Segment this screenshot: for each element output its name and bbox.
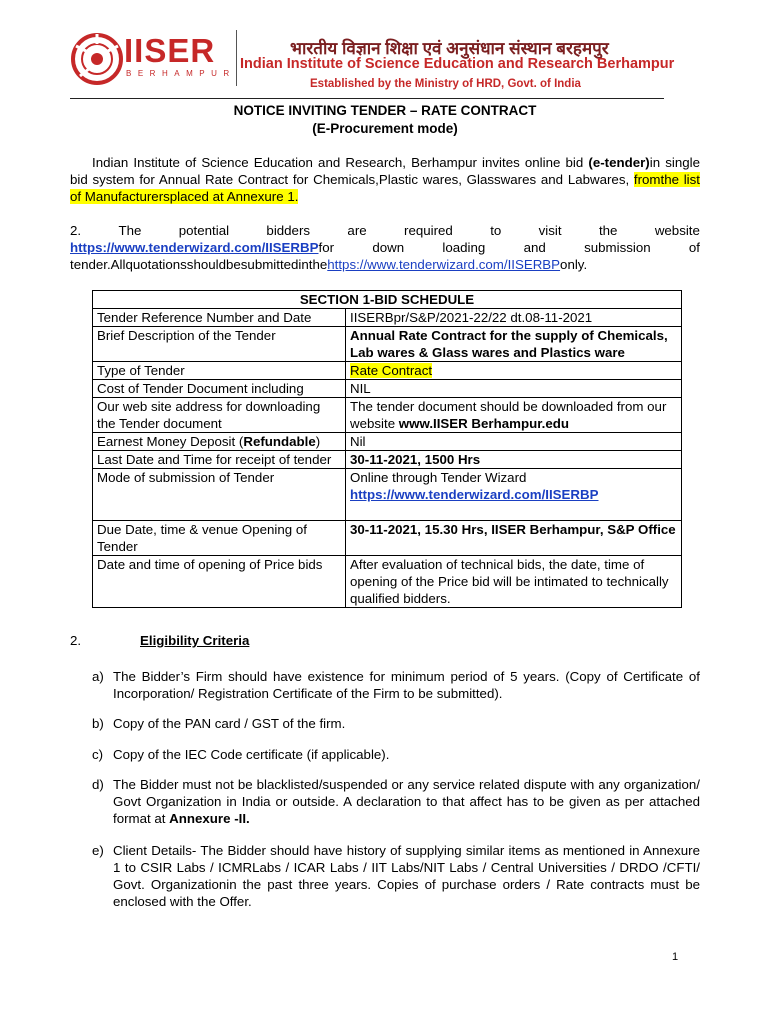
table-row (93, 327, 682, 362)
tenderwizard-link-2[interactable]: https://www.tenderwizard.com/IISERBP (327, 257, 561, 272)
row-value (346, 469, 682, 521)
header-rule (70, 98, 664, 99)
website-address: www.IISER Berhampur.edu (398, 416, 569, 431)
eligibility-item-a (92, 668, 700, 702)
row-label: Our web site address for downloading the Tender document (93, 398, 346, 433)
website-paragraph (70, 222, 700, 273)
word: down (372, 240, 405, 255)
row-value: Nil (346, 433, 682, 451)
emd-label: Earnest Money Deposit ( (97, 434, 244, 449)
logo-text: IISER (124, 32, 216, 69)
eligibility-item-b (92, 715, 700, 732)
item-text (113, 776, 700, 827)
submission-text: tender.Allquotationsshouldbesubmittedinthe (70, 257, 328, 272)
intro-text-a: Indian Institute of Science Education and Research, Berhampur invites online bid (92, 155, 589, 170)
row-label: Mode of submission of Tender (93, 469, 346, 521)
word: are (347, 223, 367, 238)
row-value: After evaluation of technical bids, the date, time of opening of the Price bid will be intimated to technically qualified bidders. (346, 556, 682, 608)
word: for (318, 240, 335, 255)
table-row (93, 556, 682, 608)
notice-subtitle: (E-Procurement mode) (312, 121, 458, 136)
tenderwizard-link[interactable]: https://www.tenderwizard.com/IISERBP (70, 240, 319, 255)
header-divider (236, 30, 237, 86)
bid-schedule-title: SECTION 1-BID SCHEDULE (93, 291, 682, 309)
emd-label-end: ) (315, 434, 321, 449)
word: The (118, 223, 142, 238)
table-title-row (93, 291, 682, 309)
row-label: Due Date, time & venue Opening of Tender (93, 521, 346, 556)
notice-title: NOTICE INVITING TENDER – RATE CONTRACT (233, 103, 537, 118)
row-label: Cost of Tender Document including (93, 380, 346, 398)
word: submission (584, 240, 651, 255)
table-row (93, 451, 682, 469)
page-number: 1 (672, 951, 679, 963)
website-line-3 (70, 256, 700, 273)
eligibility-item-d (92, 776, 700, 827)
logo-subtext: BERHAMPUR (126, 69, 236, 78)
emd-refundable: Refundable (243, 434, 316, 449)
table-row (93, 433, 682, 451)
item-label: c) (92, 747, 104, 762)
row-value: NIL (346, 380, 682, 398)
table-row (93, 362, 682, 380)
website-line-2 (70, 239, 700, 256)
intro-text-b: in single bid system for Annual Rate Contract for Chemicals,Plastic wares, Glasswares and Labwares, (70, 155, 700, 187)
table-row (93, 309, 682, 327)
eligibility-heading: Eligibility Criteria (140, 633, 250, 648)
row-label: Date and time of opening of Price bids (93, 556, 346, 608)
word: website (654, 223, 700, 238)
word: visit (538, 223, 562, 238)
item-text: Client Details- The Bidder should have history of supplying similar items as mentioned in Annexure 1 to CSIR Labs / ICMRLabs / ICAR Labs / IIT Labs/NIT Labs / Central Universities / DRDO /CFTI/ Govt. Organizationin the past three years. Copies of purchase orders / Rate contracts must be enclosed with the Offer. (113, 843, 700, 909)
rate-contract-value: Rate Contract (350, 363, 433, 378)
row-value (346, 362, 682, 380)
established-line: Established by the Ministry of HRD, Govt. of India (310, 78, 581, 90)
table-row (93, 398, 682, 433)
word: of (688, 240, 700, 255)
eligibility-number: 2. (70, 633, 82, 648)
word: and (523, 240, 546, 255)
intro-etender: (e-tender) (588, 155, 650, 170)
row-value: Annual Rate Contract for the supply of Chemicals, Lab wares & Glass wares and Plastics ware (346, 327, 682, 362)
eligibility-item-e (92, 842, 700, 910)
submission-text-end: only. (560, 257, 588, 272)
iiser-logo-emblem (70, 32, 124, 86)
submission-mode: Online through Tender Wizard (350, 470, 527, 485)
row-label (93, 433, 346, 451)
item-label: d) (92, 777, 104, 792)
word: required (404, 223, 453, 238)
item-label: b) (92, 716, 104, 731)
row-value: IISERBpr/S&P/2021-22/22 dt.08-11-2021 (346, 309, 682, 327)
bid-schedule-table (92, 290, 682, 608)
intro-paragraph (70, 154, 700, 205)
annexure-ref: Annexure -II. (169, 811, 250, 826)
word: to (490, 223, 502, 238)
institute-name: Indian Institute of Science Education and Research Berhampur (240, 56, 675, 72)
table-row (93, 521, 682, 556)
row-value: 30-11-2021, 1500 Hrs (346, 451, 682, 469)
table-row (93, 469, 682, 521)
row-label: Brief Description of the Tender (93, 327, 346, 362)
item-label: a) (92, 669, 104, 684)
row-value: 30-11-2021, 15.30 Hrs, IISER Berhampur, S&P Office (346, 521, 682, 556)
eligibility-item-c (92, 746, 700, 763)
hindi-title: भारतीय विज्ञान शिक्षा एवं अनुसंधान संस्थान बरहमपुर (290, 39, 609, 58)
item-text: Copy of the PAN card / GST of the firm. (113, 716, 346, 731)
row-label: Tender Reference Number and Date (93, 309, 346, 327)
row-label: Last Date and Time for receipt of tender (93, 451, 346, 469)
word: the (598, 223, 618, 238)
table-row (93, 380, 682, 398)
word: potential (178, 223, 230, 238)
item-text-a: The Bidder must not be blacklisted/suspended or any service related dispute with any organization/ Govt Organization in India or outside. A declaration to that affect has to be given as per attached format at (113, 777, 700, 826)
website-line-1 (70, 222, 700, 239)
tenderwizard-table-link[interactable]: https://www.tenderwizard.com/IISERBP (350, 487, 599, 502)
item-text: Copy of the IEC Code certificate (if applicable). (113, 747, 390, 762)
intro-highlight: fromthe list of Manufacturersplaced at Annexure 1. (70, 172, 700, 204)
download-text: The tender document should be downloaded from our website (350, 399, 667, 431)
item-text: The Bidder’s Firm should have existence for minimum period of 5 years. (Copy of Certificate of Incorporation/ Registration Certificate of the Firm to be submitted). (113, 669, 700, 701)
row-label: Type of Tender (93, 362, 346, 380)
item-label: e) (92, 843, 104, 858)
row-value (346, 398, 682, 433)
word: loading (442, 240, 486, 255)
word: bidders (266, 223, 311, 238)
word: 2. (70, 223, 82, 238)
